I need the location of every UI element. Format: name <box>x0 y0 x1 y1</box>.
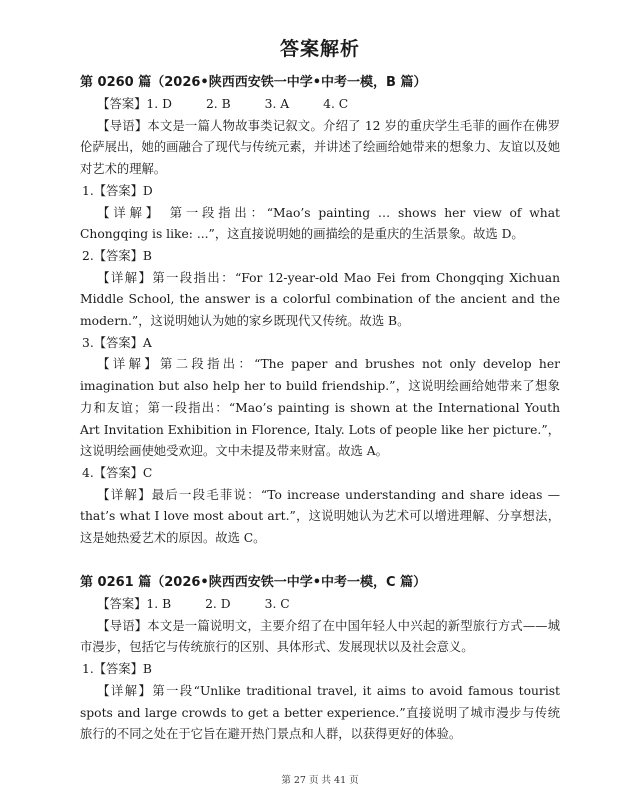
page-footer: 第 27 页 共 41 页 <box>281 775 359 786</box>
section-heading: 第 0261 篇（2026•陕西西安铁一中学•中考一模，C 篇） <box>80 575 427 590</box>
answer-item: 4. C <box>323 97 349 111</box>
page-title: 答案解析 <box>279 38 360 60</box>
question-answer: 1.【答案】B <box>82 662 152 677</box>
section-heading: 第 0260 篇（2026•陕西西安铁一中学•中考一模，B 篇） <box>80 75 427 90</box>
question-detail: 【详解】第二段指出：“The paper and brushes not only develop her imagination but also help her to build friendship.”，这说明绘画给她带来了想象力和友谊；第一段指出：“Mao’s painting is shown at the International Youth Art Invitation Exhibition in Florence, Italy. Lots of people like her picture.”，这说明绘画使她受欢迎。文中未提及带来财富。故选 A。 <box>80 357 560 459</box>
answer-summary <box>80 594 560 616</box>
section-0261 <box>80 572 560 746</box>
answer-item: 3. A <box>264 97 290 111</box>
answer-item: 3. C <box>264 597 290 611</box>
section-0260 <box>80 72 560 550</box>
answer-item: 1. D <box>146 97 172 111</box>
answer-summary <box>80 94 560 116</box>
question-answer: 2.【答案】B <box>82 248 152 263</box>
question-detail: 【详解】 第一段指出：“Mao’s painting … shows her view of what Chongqing is like: ...”，这直接说明她的画描绘的是重庆的生活景象。故选 D。 <box>80 205 560 242</box>
question-detail: 【详解】第一段“Unlike traditional travel, it aims to avoid famous tourist spots and large crowds to get a better experience.”直接说明了城市漫步与传统旅行的不同之处在于它旨在避开热门景点和人群，以获得更好的体验。 <box>80 683 560 742</box>
answer-label: 【答案】 <box>97 97 147 111</box>
answer-item: 2. D <box>205 597 231 611</box>
question-answer: 1.【答案】D <box>82 183 153 198</box>
answer-item: 2. B <box>205 97 231 111</box>
answer-item: 1. B <box>146 597 172 611</box>
question-detail: 【详解】第一段指出：“For 12-year-old Mao Fei from Chongqing Xichuan Middle School, the answer is a colorful combination of the ancient and the modern.”，这说明她认为她的家乡既现代又传统。故选 B。 <box>80 270 560 329</box>
question-detail: 【详解】最后一段毛菲说：“To increase understanding and share ideas — that’s what I love most about art.”，这说明她认为艺术可以增进理解、分享想法，这是她热爱艺术的原因。故选 C。 <box>80 487 560 546</box>
question-answer: 4.【答案】C <box>82 465 153 480</box>
guide-text: 【导语】本文是一篇人物故事类记叙文。介绍了 12 岁的重庆学生毛菲的画作在佛罗伦萨展出，她的画融合了现代与传统元素，并讲述了绘画给她带来的想象力、友谊以及她对艺术的理解。 <box>80 118 560 177</box>
answer-label: 【答案】 <box>97 597 147 611</box>
question-answer: 3.【答案】A <box>82 335 152 350</box>
guide-text: 【导语】本文是一篇说明文，主要介绍了在中国年轻人中兴起的新型旅行方式——城市漫步，包括它与传统旅行的区别、具体形式、发展现状以及社会意义。 <box>80 618 560 655</box>
